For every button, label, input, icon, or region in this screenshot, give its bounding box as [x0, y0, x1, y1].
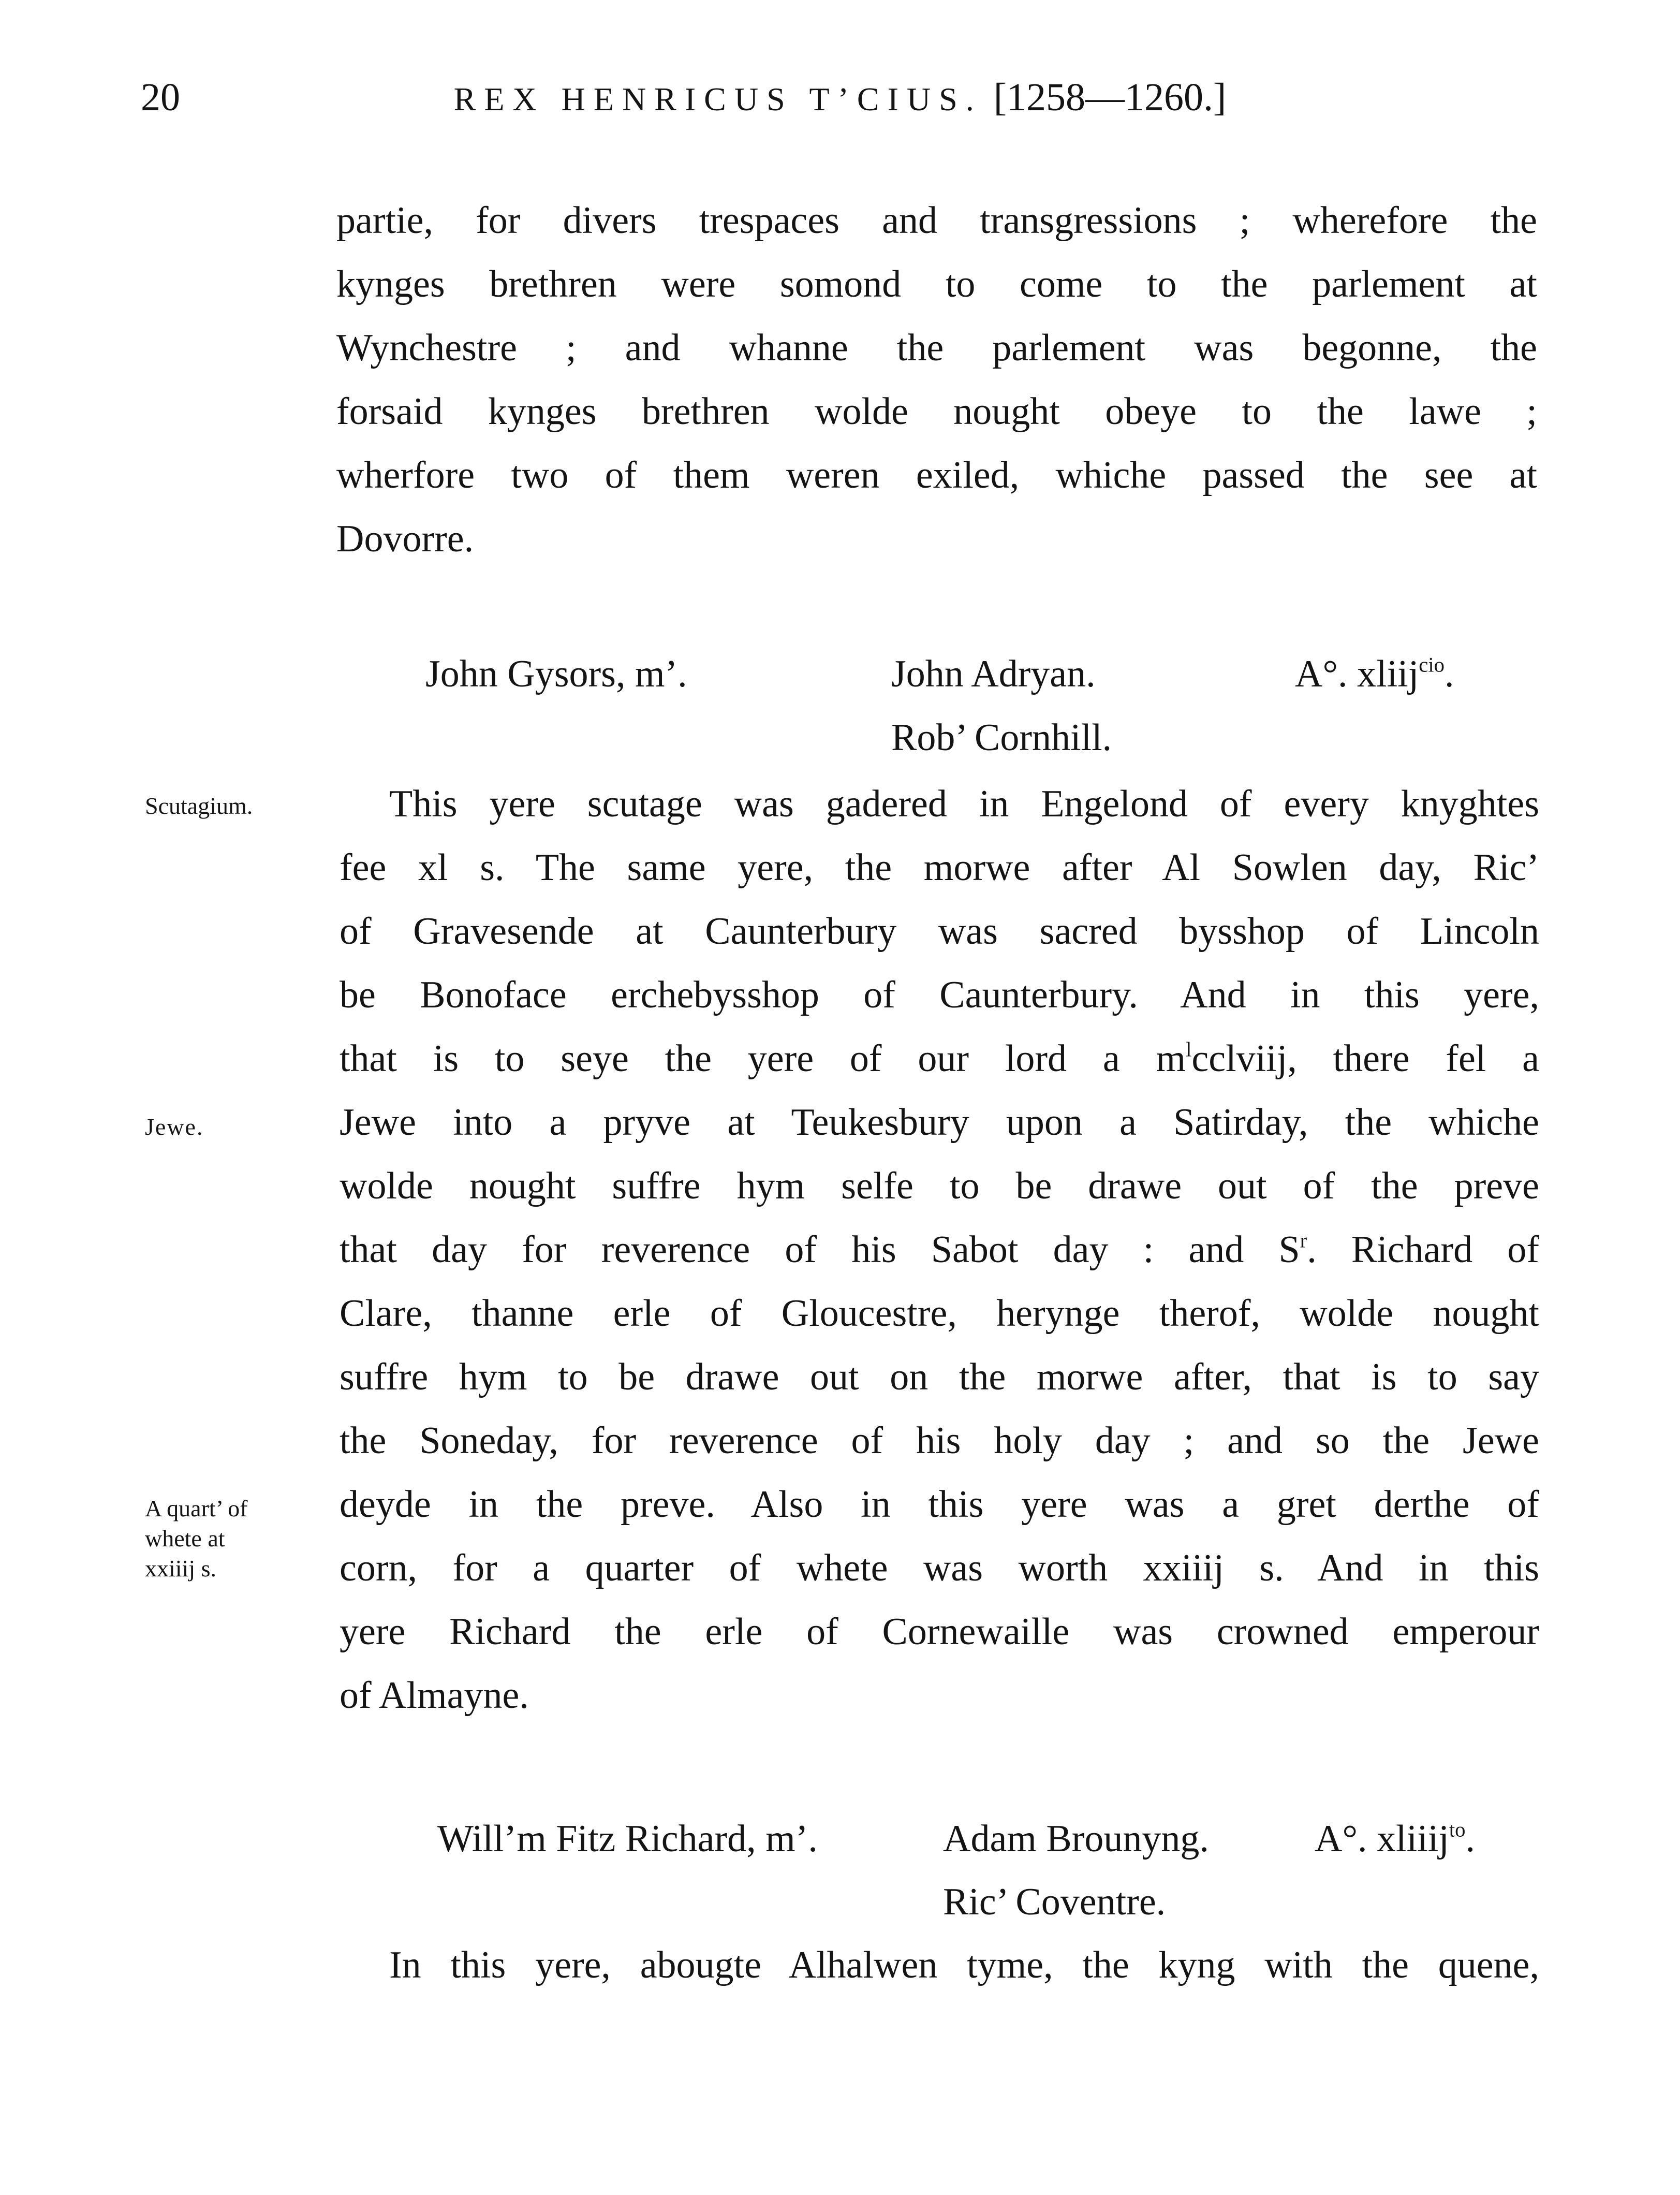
sheriff-name: Rob’ Cornhill.	[891, 716, 1112, 759]
text-line: the Soneday, for reverence of his holy day ; and so the Jewe	[340, 1420, 1539, 1462]
paragraph-3	[340, 1934, 1539, 1997]
text-line: that is to seye the yere of our lord a $m^lcclviij$, there fel a	[340, 1037, 1540, 1080]
side-note-scutagium: Scutagium.	[145, 793, 253, 819]
text-line: fee xl s. The same yere, the morwe after Al Sowlen day, Ric’	[340, 846, 1539, 889]
regnal-year: A°. xliiij$^{to}$.	[1315, 1818, 1475, 1860]
text-line: suffre hym to be drawe out on the morwe after, that is to say	[340, 1356, 1539, 1398]
text-line: wherfore two of them weren exiled, whiche passed the see at	[336, 454, 1537, 496]
side-note-jewe: Jewe.	[145, 1114, 204, 1140]
text-line: Dovorre.	[336, 518, 474, 560]
text-line: be Bonoface erchebysshop of Caunterbury. And in this yere,	[340, 974, 1539, 1016]
text-line: This yere scutage was gadered in Engelond of every knyghtes	[389, 783, 1539, 825]
mayor-name: Will’m Fitz Richard, m’.	[437, 1818, 818, 1860]
side-note-quarter: A quart’ of whete at xxiiij s.	[145, 1495, 248, 1582]
text-line: Jewe into a pryve at Teukesbury upon a Satirday, the whiche	[340, 1101, 1539, 1144]
text-line: partie, for divers trespaces and transgressions ; wherefore the	[336, 199, 1537, 242]
text-line: deyde in the preve. Also in this yere was a gret derthe of	[340, 1483, 1539, 1526]
sheriff-name: Adam Brounyng.	[943, 1818, 1209, 1860]
text-line: corn, for a quarter of whete was worth xxiiij s. And in this	[340, 1547, 1539, 1589]
paragraph-2	[340, 772, 1539, 1728]
text-line: yere Richard the erle of Cornewaille was crowned emperour	[340, 1611, 1539, 1653]
paragraph-1	[336, 189, 1537, 571]
mayor-name: John Gysors, m’.	[425, 653, 687, 695]
text-line: kynges brethren were somond to come to the parlement at	[336, 263, 1537, 305]
text-line: of Almayne.	[340, 1674, 529, 1717]
running-head-title: REX HENRICUS T’CIUS.	[453, 81, 982, 118]
text-line: that day for reverence of his Sabot day : and $S^r$. Richard of	[340, 1228, 1539, 1271]
sheriff-name: Ric’ Coventre.	[943, 1881, 1166, 1923]
sheriff-name: John Adryan.	[891, 653, 1096, 695]
text-line: wolde nought suffre hym selfe to be drawe out of the preve	[340, 1165, 1539, 1207]
text-line: of Gravesende at Caunterbury was sacred bysshop of Lincoln	[340, 910, 1539, 953]
text-line: In this yere, abougte Alhalwen tyme, the kyng with the quene,	[389, 1944, 1539, 1986]
text-line: Clare, thanne erle of Gloucestre, herynge therof, wolde nought	[340, 1292, 1539, 1335]
text-line: Wynchestre ; and whanne the parlement was begonne, the	[336, 327, 1537, 369]
regnal-year: A°. xliij$^{cio}$.	[1295, 653, 1454, 695]
running-head-dates: [1258—1260.]	[993, 76, 1227, 119]
page-number: 20	[141, 76, 180, 119]
running-head	[0, 78, 1680, 117]
text-line: forsaid kynges brethren wolde nought obeye to the lawe ;	[336, 390, 1537, 433]
